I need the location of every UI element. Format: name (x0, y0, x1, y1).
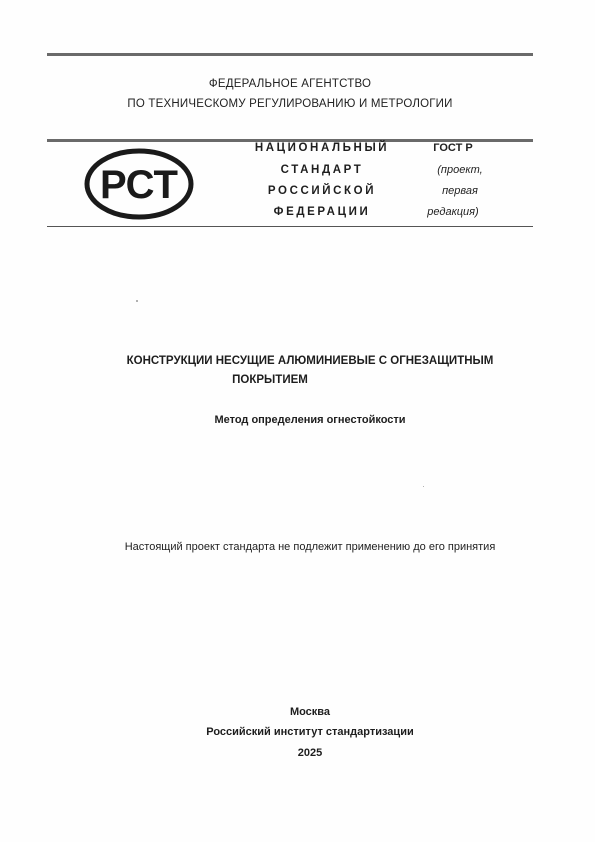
national-line-2: СТАНДАРТ (280, 164, 364, 176)
imprint-publisher: Российский институт стандартизации (206, 726, 414, 738)
bottom-rule (47, 226, 533, 227)
imprint-city: Москва (289, 706, 331, 718)
national-line-3: РОССИЙСКОЙ (267, 185, 377, 197)
gost-status-line-3: редакция) (427, 206, 479, 218)
national-line-1: НАЦИОНАЛЬНЫЙ (254, 142, 390, 154)
imprint-year: 2025 (297, 747, 323, 759)
agency-line-1: ФЕДЕРАЛЬНОЕ АГЕНТСТВО (208, 78, 372, 90)
draft-notice: Настоящий проект стандарта не подлежит применению до его принятия (124, 541, 496, 553)
document-title-line-1: КОНСТРУКЦИИ НЕСУЩИЕ АЛЮМИНИЕВЫЕ С ОГНЕЗАЩИТНЫМ (126, 355, 494, 367)
scan-speck (136, 300, 138, 302)
rst-emblem-icon (84, 148, 194, 220)
document-subtitle: Метод определения огнестойкости (214, 414, 406, 426)
logo-text: РСТ (99, 163, 179, 207)
scan-speck (423, 486, 424, 487)
document-title-line-2: ПОКРЫТИЕМ (232, 374, 308, 386)
gost-status-line-1: (проект, (437, 164, 483, 176)
national-line-4: ФЕДЕРАЦИИ (273, 206, 371, 218)
gost-status-line-2: первая (442, 185, 478, 197)
top-rule (47, 53, 533, 56)
gost-designation: ГОСТ Р (433, 142, 473, 154)
agency-line-2: ПО ТЕХНИЧЕСКОМУ РЕГУЛИРОВАНИЮ И МЕТРОЛОГИИ (127, 98, 453, 110)
